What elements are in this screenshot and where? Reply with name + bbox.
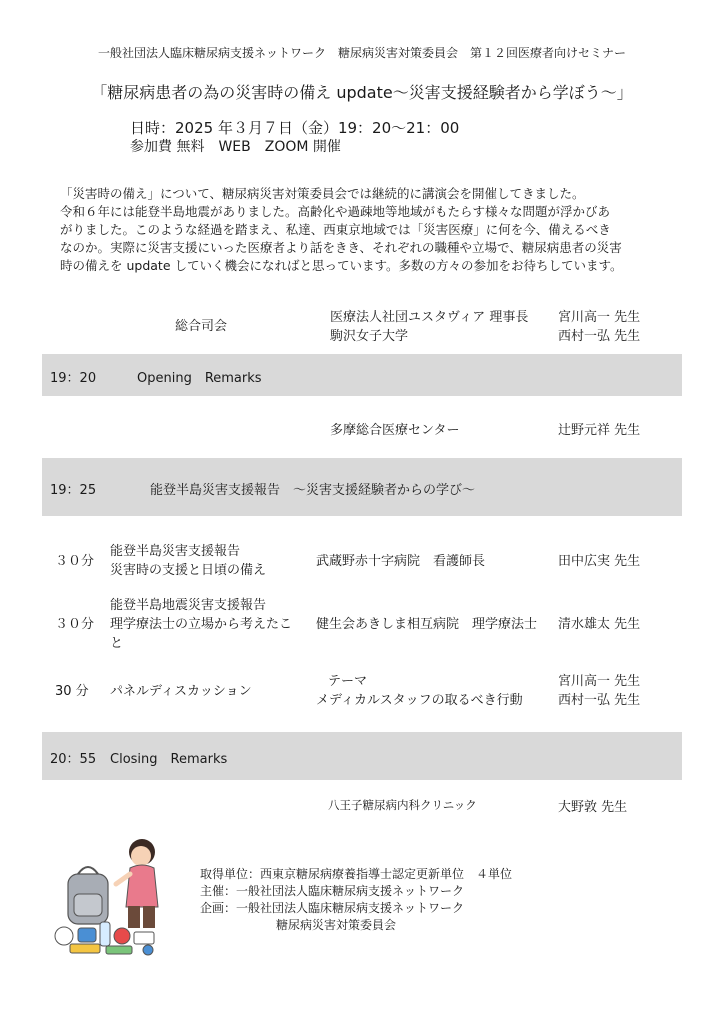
report-band — [42, 458, 682, 516]
panel-title: パネルディスカッション — [110, 684, 252, 699]
intro-line: がりました。このような経過を踏まえ、私達、西東京地域では「災害医療」に何を今、備えるべき — [60, 222, 611, 237]
closing-speaker: 大野敦 先生 — [558, 800, 628, 815]
moderator-label: 総合司会 — [175, 319, 228, 334]
talk-title: 能登半島災害支援報告 — [110, 544, 241, 559]
credit-units: 取得単位：西東京糖尿病療養指導士認定更新単位 ４単位 — [200, 867, 513, 881]
panel-theme-label: テーマ — [328, 674, 368, 689]
opening-speaker: 辻野元祥 先生 — [558, 423, 641, 438]
opening-time: 19：20 — [50, 371, 97, 386]
moderator-org: 駒沢女子大学 — [330, 329, 409, 344]
opening-title: Opening Remarks — [137, 371, 262, 386]
talk-title: 能登半島地震災害支援報告 — [110, 598, 267, 613]
talk-duration: ３０分 — [55, 554, 95, 569]
closing-band — [42, 732, 682, 780]
opening-band — [42, 354, 682, 396]
panel-duration: 30 分 — [55, 684, 89, 699]
closing-time: 20：55 — [50, 752, 97, 767]
organizer-line: 一般社団法人臨床糖尿病支援ネットワーク 糖尿病災害対策委員会 第１２回医療者向けセミナー — [97, 46, 626, 60]
talk-duration: ３０分 — [55, 617, 95, 632]
planning-committee: 糖尿病災害対策委員会 — [276, 918, 397, 932]
talk-title: と — [110, 636, 124, 651]
opening-org: 多摩総合医療センター — [330, 423, 460, 438]
seminar-title: 「糖尿病患者の為の災害時の備え update～災害支援経験者から学ぼう～」 — [91, 83, 633, 102]
talk-speaker: 田中広実 先生 — [558, 554, 641, 569]
intro-paragraph — [60, 185, 680, 275]
intro-line: 時の備えを update していく機会になればと思っています。多数の方々の参加をお待ちしています。 — [60, 258, 623, 273]
fee-and-venue: 参加費 無料 WEB ZOOM 開催 — [130, 139, 341, 155]
closing-org: 八王子糖尿病内科クリニック — [328, 798, 477, 812]
planning-org: 企画：一般社団法人臨床糖尿病支援ネットワーク — [200, 901, 465, 915]
moderator-name: 宮川高一 先生 — [558, 310, 641, 325]
intro-line: なのか。実際に災害支援にいった医療者より話をきき、それぞれの職種や立場で、糖尿病患者の災害 — [60, 240, 622, 255]
talk-speaker: 清水雄太 先生 — [558, 617, 641, 632]
report-time: 19：25 — [50, 483, 97, 498]
talk-title: 理学療法士の立場から考えたこ — [110, 617, 293, 632]
closing-title: Closing Remarks — [110, 752, 228, 767]
talk-title: 災害時の支援と日頃の備え — [110, 563, 267, 578]
panel-speaker: 宮川高一 先生 — [558, 674, 641, 689]
host-org: 主催：一般社団法人臨床糖尿病支援ネットワーク — [200, 884, 465, 898]
disaster-supplies-illustration — [50, 832, 170, 957]
panel-speaker: 西村一弘 先生 — [558, 693, 641, 708]
panel-theme: メディカルスタッフの取るべき行動 — [316, 693, 523, 708]
moderator-org: 医療法人社団ユスタヴィア 理事長 — [330, 310, 529, 325]
talk-org: 武蔵野赤十字病院 看護師長 — [316, 554, 486, 569]
report-title: 能登半島災害支援報告 ～災害支援経験者からの学び～ — [150, 483, 476, 498]
moderator-name: 西村一弘 先生 — [558, 329, 641, 344]
event-datetime: 日時：2025 年３月７日（金）19：20～21：00 — [130, 119, 460, 137]
talk-org: 健生会あきしま相互病院 理学療法士 — [316, 617, 538, 632]
intro-line: 令和６年には能登半島地震がありました。高齢化や過疎地等地域がもたらす様々な問題が浮かびあ — [60, 204, 611, 219]
intro-line: 「災害時の備え」について、糖尿病災害対策委員会では継続的に講演会を開催してきました。 — [60, 186, 585, 201]
